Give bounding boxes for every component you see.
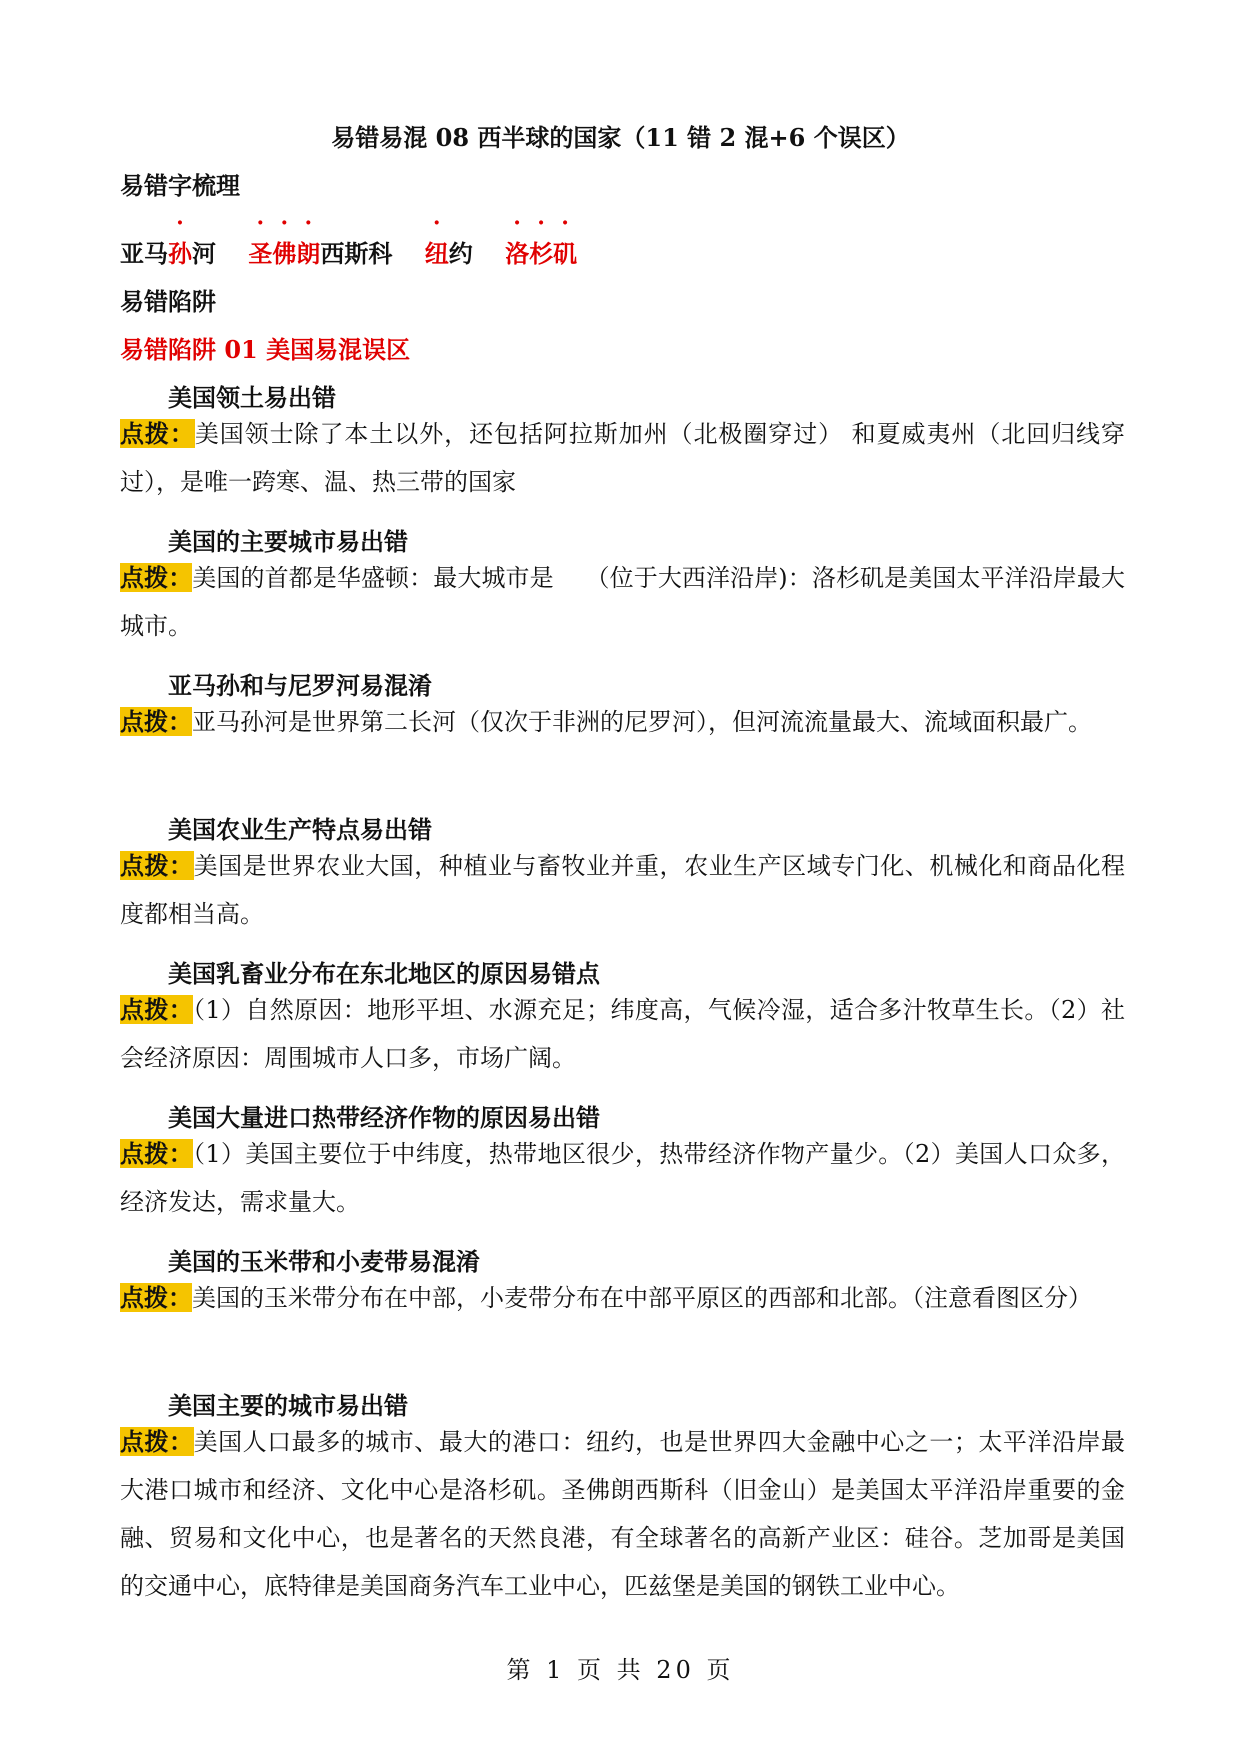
hint-tag: 点拨： <box>120 1139 194 1168</box>
item-paragraph: 点拨：亚马孙河是世界第二长河（仅次于非洲的尼罗河），但河流流量最大、流域面积最广。 <box>120 707 1092 736</box>
word-new-york: 纽约 <box>424 239 473 268</box>
hint-tag: 点拨： <box>120 995 194 1024</box>
item-heading: 美国的主要城市易出错 <box>168 527 408 556</box>
hint-tag: 点拨： <box>120 419 195 448</box>
item-paragraph: 点拨：（1）美国主要位于中纬度，热带地区很少，热带经济作物产量少。（2）美国人口众多，经济发达，需求量大。 <box>120 1139 1126 1216</box>
item-paragraph: 点拨：（1）自然原因：地形平坦、水源充足；纬度高，气候冷湿，适合多汁牧草生长。（2）社会经济原因：周围城市人口多，市场广阔。 <box>120 995 1126 1072</box>
hint-tag: 点拨： <box>120 1283 192 1312</box>
word-san-francisco: 圣佛朗西斯科 <box>248 239 393 268</box>
item-heading: 美国农业生产特点易出错 <box>168 815 432 844</box>
item-heading: 美国领土易出错 <box>168 383 336 412</box>
section-heading-wrong-chars: 易错字梳理 <box>120 171 240 200</box>
wrong-char-list <box>120 234 601 269</box>
hint-tag: 点拨： <box>120 851 194 880</box>
item-paragraph: 点拨：美国的玉米带分布在中部，小麦带分布在中部平原区的西部和北部。（注意看图区分） <box>120 1283 1092 1312</box>
item-paragraph: 点拨：美国的首都是华盛顿：最大城市是 （位于大西洋沿岸)：洛杉矶是美国太平洋沿岸最大城市。 <box>120 563 1126 640</box>
page-title: 易错易混 08 西半球的国家（11 错 2 混+6 个误区） <box>331 123 910 152</box>
item-heading: 美国的玉米带和小麦带易混淆 <box>168 1247 480 1276</box>
item-paragraph: 点拨：美国是世界农业大国，种植业与畜牧业并重，农业生产区域专门化、机械化和商品化程度都相当高。 <box>120 851 1126 928</box>
word-amazon: 亚马孙河 <box>120 239 216 268</box>
trap-01-heading: 易错陷阱 01 美国易混误区 <box>120 335 411 364</box>
item-heading: 美国大量进口热带经济作物的原因易出错 <box>168 1103 600 1132</box>
hint-tag: 点拨： <box>120 1427 194 1456</box>
item-heading: 美国主要的城市易出错 <box>168 1391 408 1420</box>
section-heading-traps: 易错陷阱 <box>120 287 216 316</box>
page-footer: 第 1 页 共 20 页 <box>506 1656 735 1684</box>
word-los-angeles: 洛杉矶 <box>505 239 578 268</box>
item-paragraph: 点拨：美国领士除了本土以外，还包括阿拉斯加州（北极圈穿过） 和夏威夷州（北回归线穿过），是唯一跨寒、温、热三带的国家 <box>120 419 1125 496</box>
item-heading: 亚马孙和与尼罗河易混淆 <box>168 671 432 700</box>
item-paragraph: 点拨：美国人口最多的城市、最大的港口：纽约，也是世界四大金融中心之一；太平洋沿岸最大港口城市和经济、文化中心是洛杉矶。圣佛朗西斯科（旧金山）是美国太平洋沿岸重要的金融、贸易和文化中心，也是著名的天然良港，有全球著名的高新产业区：硅谷。芝加哥是美国的交通中心，底特律是美国商务汽车工业中心，匹兹堡是美国的钢铁工业中心。 <box>120 1427 1126 1600</box>
item-heading: 美国乳畜业分布在东北地区的原因易错点 <box>168 959 600 988</box>
hint-tag: 点拨： <box>120 707 192 736</box>
hint-tag: 点拨： <box>120 563 193 592</box>
